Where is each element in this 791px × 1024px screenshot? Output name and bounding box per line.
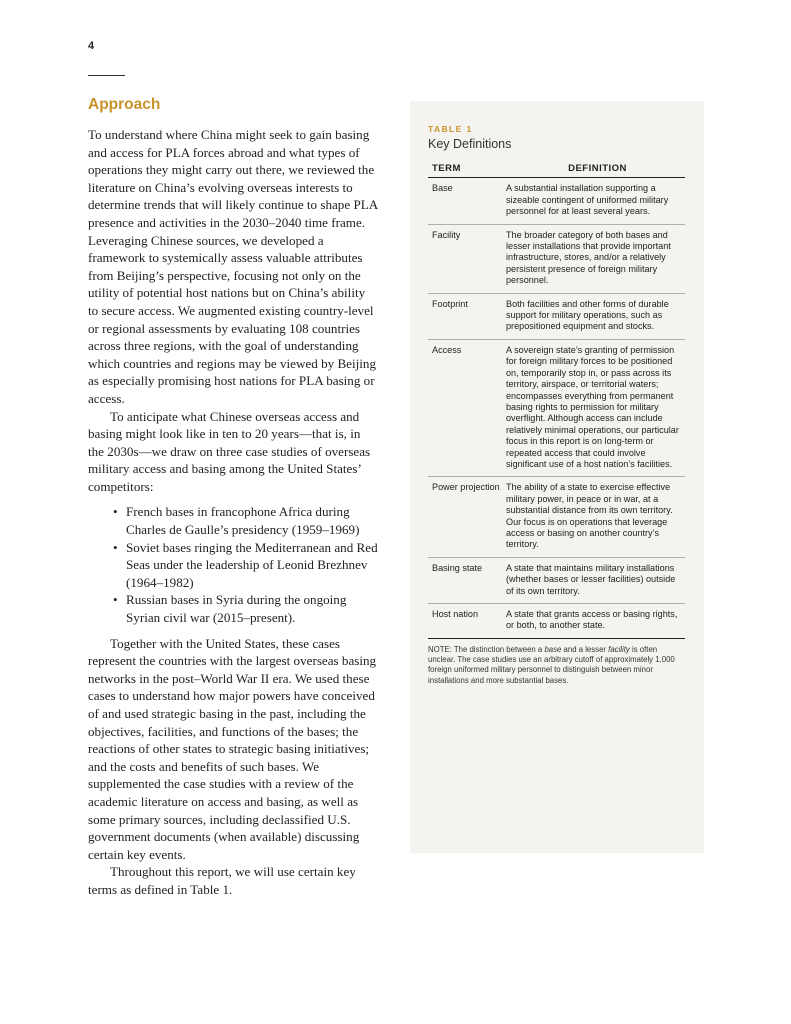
term-cell: Facility xyxy=(432,229,461,240)
definition-cell: The broader category of both bases and lesser installations that provide important infrastructure, stores, and/or a relatively persistent presence of foreign military personnel. xyxy=(506,229,671,286)
body-paragraph: Throughout this report, we will use certain key terms as defined in Table 1. xyxy=(88,864,356,897)
body-paragraph: To anticipate what Chinese overseas access and basing might look like in ten to 20 years—that is, in the 2030s—we draw on three case studies of overseas military access and basing among the United States’ competitors: xyxy=(88,408,371,494)
header-rule xyxy=(88,75,125,76)
table-row xyxy=(428,604,685,639)
table-header-row xyxy=(428,161,685,178)
term-cell: Access xyxy=(432,344,462,355)
case-study-list xyxy=(88,503,378,626)
page-number: 4 xyxy=(88,40,95,52)
term-cell: Power projection xyxy=(432,482,500,493)
body-paragraph: To understand where China might seek to gain basing and access for PLA forces abroad and what types of operations they might carry out there, we reviewed the literature on China’s evolving overseas interests to determine trends that will likely continue to shape PLA presence and activities in the 2030–2040 time frame. Leveraging Chinese sources, we developed a framework to systemically assess valuable attributes from Beijing’s perspective, focusing not only on the utility of potential host nations but on China’s ability to secure access. We augmented existing country-level or regional assessments by evaluating 108 countries across three regions, with the goal of understanding which countries and regions may be viewed by Beijing as especially promising host nations for PLA basing or access. xyxy=(88,127,378,406)
note-emphasis: base xyxy=(544,644,562,654)
case-study-item: • French bases in francophone Africa during Charles de Gaulle’s presidency (1959–1969) xyxy=(126,503,378,538)
definition-column-header: DEFINITION xyxy=(568,163,627,174)
definition-cell: A state that grants access or basing rights, or both, to another state. xyxy=(506,609,678,631)
note-text: is often unclear. The case studies use an arbitrary cutoff of approximately 1,000 foreign uniformed military personnel to distinguish between minor installations and more substantial bases. xyxy=(428,644,675,685)
body-text-column xyxy=(88,126,378,899)
table-note xyxy=(428,639,685,686)
case-study-item: • Soviet bases ringing the Mediterranean and Red Seas under the leadership of Leonid Brezhnev (1964–1982) xyxy=(126,539,378,592)
definition-cell: A state that maintains military installations (whether bases or lesser facilities) outside of its own territory. xyxy=(506,562,676,596)
table-row xyxy=(428,178,685,224)
term-cell: Host nation xyxy=(432,609,479,619)
definition-cell: A substantial installation supporting a sizeable contingent of uniformed military personnel for at least several years. xyxy=(506,183,669,217)
term-cell: Footprint xyxy=(432,298,468,309)
table-row xyxy=(428,225,685,294)
note-text: NOTE: The distinction between a xyxy=(428,644,545,654)
term-column-header: TERM xyxy=(432,163,461,174)
note-emphasis: facility xyxy=(608,644,630,654)
definition-cell: Both facilities and other forms of durable support for military operations, such as prepositioned equipment and stocks. xyxy=(506,298,669,332)
definitions-table xyxy=(428,161,685,686)
note-text: and a lesser xyxy=(561,644,609,654)
table-label: TABLE 1 xyxy=(428,124,473,134)
term-cell: Base xyxy=(432,183,453,194)
term-cell: Basing state xyxy=(432,562,483,573)
table-row xyxy=(428,294,685,340)
table-row xyxy=(428,477,685,557)
table-title: Key Definitions xyxy=(428,137,512,151)
definition-cell: The ability of a state to exercise effective military power, in peace or in war, at a substantial distance from its own territory. Our focus is on operations that leverage access or basing on another country’s territory. xyxy=(506,482,673,550)
case-study-item: • Russian bases in Syria during the ongoing Syrian civil war (2015–present). xyxy=(126,591,378,626)
table-row xyxy=(428,340,685,477)
definition-cell: A sovereign state’s granting of permission for foreign military forces to be positioned on, temporarily stop in, or pass across its territory, airspace, or territorial waters; encompasses everything from permanent basing rights to permission for military overflight. Although access can include relatively minimal operations, our particular focus in this report is on long-term or repeated access that could involve significant use of a host nation’s facilities. xyxy=(506,344,679,469)
body-paragraph: Together with the United States, these cases represent the countries with the largest overseas basing networks in the post–World War II era. We used these cases to understand how major powers have conceived of and used strategic basing in the past, including the objectives, facilities, and functions of the bases; the reactions of other states to strategic basing initiatives; and the costs and benefits of such bases. We supplemented the case studies with a review of the academic literature on access and basing, as well as some primary sources, including declassified U.S. government documents (when available) discussing certain key events. xyxy=(88,635,377,862)
section-heading: Approach xyxy=(88,96,161,113)
table-row xyxy=(428,558,685,604)
